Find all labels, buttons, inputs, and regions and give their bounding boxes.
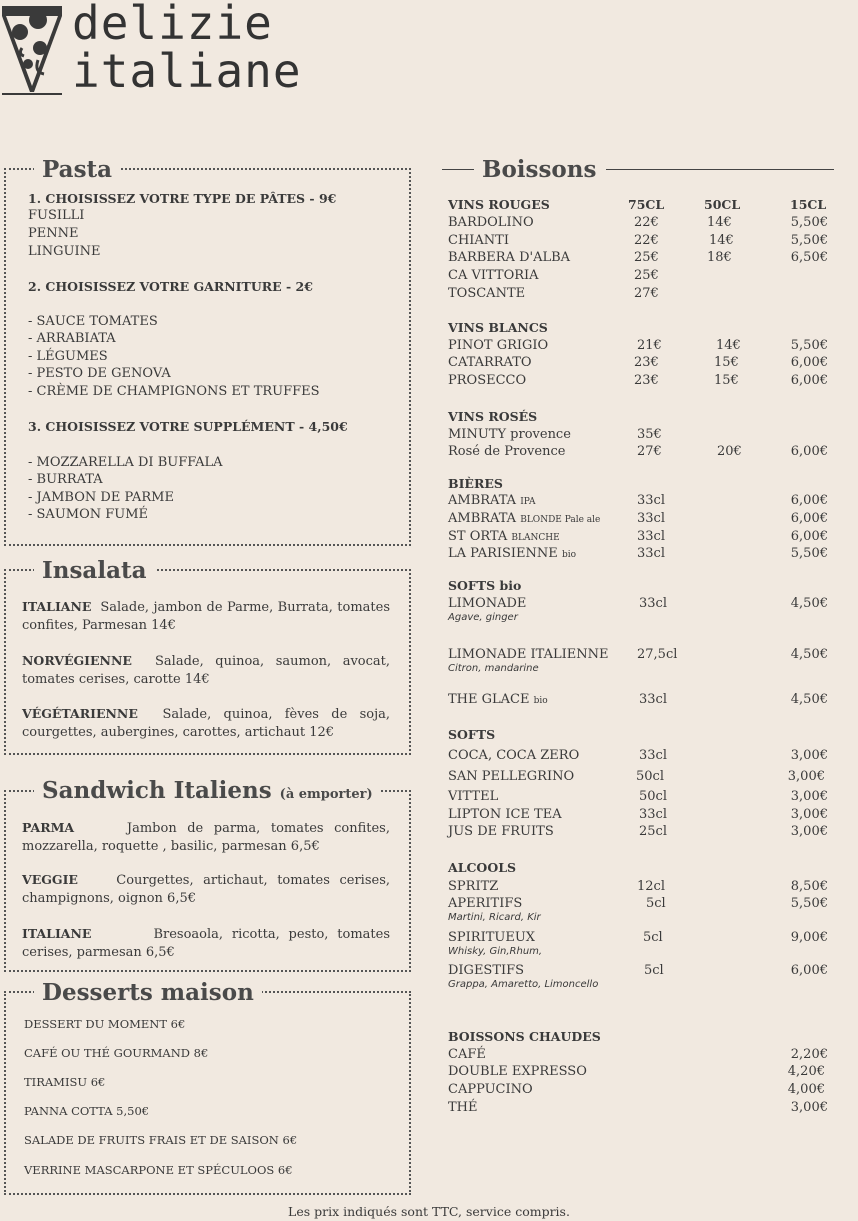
soft-volume: 33cl bbox=[639, 807, 667, 822]
wine-75cl: 25€ bbox=[634, 250, 659, 265]
soft-price: 3,00€ bbox=[790, 748, 828, 763]
beer-name bbox=[448, 546, 576, 561]
alcool-name: APERITIFS bbox=[448, 896, 523, 911]
sandwich-item bbox=[22, 925, 390, 961]
wine-75cl: 35€ bbox=[637, 427, 662, 442]
boissons-title: Boissons bbox=[474, 156, 604, 184]
alcool-name: DIGESTIFS bbox=[448, 963, 525, 978]
soft-volume: 33cl bbox=[639, 748, 667, 763]
alcool-price: 5,50€ bbox=[790, 896, 828, 911]
beer-label: ST ORTA bbox=[448, 529, 508, 544]
beer-volume: 33cl bbox=[637, 529, 665, 544]
sandwich-item bbox=[22, 819, 390, 855]
pasta-garniture: - LÉGUMES bbox=[28, 349, 108, 364]
soft-bio-price: 4,50€ bbox=[790, 692, 828, 707]
dessert-item: SALADE DE FRUITS FRAIS ET DE SAISON 6€ bbox=[24, 1133, 298, 1147]
soft-bio-name bbox=[448, 692, 548, 707]
alcool-price: 6,00€ bbox=[790, 963, 828, 978]
wine-75cl: 27€ bbox=[637, 444, 662, 459]
sandwich-title-text: Sandwich Italiens bbox=[42, 777, 272, 804]
beer-type: BLONDE Pale ale bbox=[520, 515, 601, 525]
desserts-title: Desserts maison bbox=[34, 979, 262, 1007]
chaude-name: DOUBLE EXPRESSO bbox=[448, 1064, 587, 1079]
pasta-type: FUSILLI bbox=[28, 208, 85, 223]
chaude-name: CAFÉ bbox=[448, 1047, 486, 1062]
softs-bio-heading: SOFTS bio bbox=[448, 578, 522, 593]
wine-50cl: 14€ bbox=[707, 215, 732, 230]
wine-75cl: 23€ bbox=[634, 373, 659, 388]
insalata-item bbox=[22, 652, 390, 688]
soft-volume: 50cl bbox=[639, 789, 667, 804]
logo-line-2: italiane bbox=[72, 44, 302, 98]
beer-label: AMBRATA bbox=[448, 511, 517, 526]
soft-price: 3,00€ bbox=[790, 824, 828, 839]
insalata-item-desc: Salade, quinoa, fèves de soja, courgettes, aubergines, carottes, artichaut 12€ bbox=[22, 707, 390, 740]
boissons-rule-left bbox=[442, 169, 476, 170]
soft-name: JUS DE FRUITS bbox=[448, 824, 554, 839]
insalata-item-desc: Salade, quinoa, saumon, avocat, tomates cerises, carotte 14€ bbox=[22, 654, 391, 687]
alcool-name: SPRITZ bbox=[448, 879, 499, 894]
alcools-heading: ALCOOLS bbox=[448, 860, 517, 875]
col-50cl: 50CL bbox=[704, 197, 741, 212]
wine-15cl: 5,50€ bbox=[790, 233, 828, 248]
soft-price: 3,00€ bbox=[790, 789, 828, 804]
pasta-supplement: - BURRATA bbox=[28, 472, 103, 487]
insalata-title: Insalata bbox=[34, 557, 155, 585]
wine-50cl: 15€ bbox=[714, 355, 739, 370]
dessert-item: PANNA COTTA 5,50€ bbox=[24, 1104, 150, 1118]
wine-15cl: 6,00€ bbox=[790, 355, 828, 370]
sandwich-item-name: VEGGIE bbox=[22, 872, 78, 887]
col-15cl: 15CL bbox=[790, 197, 827, 212]
alcool-price: 8,50€ bbox=[790, 879, 828, 894]
wine-15cl: 6,50€ bbox=[790, 250, 828, 265]
vins-blancs-heading: VINS BLANCS bbox=[448, 320, 548, 335]
sandwich-item-desc: Bresoaola, ricotta, pesto, tomates cerises, parmesan 6,5€ bbox=[22, 927, 390, 960]
logo bbox=[0, 0, 302, 100]
wine-name: Rosé de Provence bbox=[448, 444, 566, 459]
chaude-price: 2,20€ bbox=[790, 1047, 828, 1062]
beer-label: LA PARISIENNE bbox=[448, 546, 558, 561]
beer-price: 6,00€ bbox=[790, 493, 828, 508]
alcool-volume: 5cl bbox=[644, 963, 664, 978]
chaude-price: 4,00€ bbox=[787, 1082, 825, 1097]
pasta-garniture: - CRÈME DE CHAMPIGNONS ET TRUFFES bbox=[28, 384, 320, 399]
alcool-price: 9,00€ bbox=[790, 930, 828, 945]
alcool-volume: 5cl bbox=[646, 896, 666, 911]
wine-50cl: 14€ bbox=[709, 233, 734, 248]
chaude-name: THÉ bbox=[448, 1100, 478, 1115]
pasta-supplement: - MOZZARELLA DI BUFFALA bbox=[28, 455, 223, 470]
beer-price: 6,00€ bbox=[790, 511, 828, 526]
wine-75cl: 23€ bbox=[634, 355, 659, 370]
soft-bio-volume: 33cl bbox=[639, 596, 667, 611]
wine-50cl: 18€ bbox=[707, 250, 732, 265]
sandwich-item-desc: Courgettes, artichaut, tomates cerises, champignons, oignon 6,5€ bbox=[22, 873, 390, 906]
pasta-type: PENNE bbox=[28, 226, 79, 241]
pasta-step-2: 2. CHOISISSEZ VOTRE GARNITURE - 2€ bbox=[28, 279, 313, 294]
insalata-item-desc: Salade, jambon de Parme, Burrata, tomates confites, Parmesan 14€ bbox=[22, 600, 391, 633]
pasta-type: LINGUINE bbox=[28, 244, 101, 259]
pasta-garniture: - PESTO DE GENOVA bbox=[28, 366, 171, 381]
beer-name bbox=[448, 529, 560, 544]
beer-volume: 33cl bbox=[637, 546, 665, 561]
wine-50cl: 14€ bbox=[716, 338, 741, 353]
vins-rouges-heading: VINS ROUGES bbox=[448, 197, 550, 212]
wine-name: BARDOLINO bbox=[448, 215, 534, 230]
soft-bio-price: 4,50€ bbox=[790, 596, 828, 611]
wine-15cl: 6,00€ bbox=[790, 444, 828, 459]
chaude-price: 3,00€ bbox=[790, 1100, 828, 1115]
pasta-supplement: - SAUMON FUMÉ bbox=[28, 507, 149, 522]
soft-bio-volume: 27,5cl bbox=[637, 647, 678, 662]
soft-name: COCA, COCA ZERO bbox=[448, 748, 580, 763]
dessert-item: VERRINE MASCARPONE ET SPÉCULOOS 6€ bbox=[24, 1163, 293, 1177]
sandwich-item-desc: Jambon de parma, tomates confites, mozzarella, roquette , basilic, parmesan 6,5€ bbox=[22, 821, 390, 854]
wine-75cl: 27€ bbox=[634, 286, 659, 301]
beer-price: 6,00€ bbox=[790, 529, 828, 544]
dessert-item: TIRAMISU 6€ bbox=[24, 1075, 106, 1089]
wine-name: TOSCANTE bbox=[448, 286, 526, 301]
beer-volume: 33cl bbox=[637, 493, 665, 508]
soft-bio-price: 4,50€ bbox=[790, 647, 828, 662]
wine-name: BARBERA D'ALBA bbox=[448, 250, 571, 265]
beer-label: AMBRATA bbox=[448, 493, 517, 508]
wine-75cl: 25€ bbox=[634, 268, 659, 283]
soft-bio-label: THE GLACE bbox=[448, 692, 530, 707]
soft-name: VITTEL bbox=[448, 789, 499, 804]
wine-15cl: 6,00€ bbox=[790, 373, 828, 388]
beer-type: bio bbox=[561, 550, 576, 560]
insalata-item bbox=[22, 598, 390, 634]
wine-50cl: 20€ bbox=[717, 444, 742, 459]
dessert-item: CAFÉ OU THÉ GOURMAND 8€ bbox=[24, 1046, 209, 1060]
soft-bio-name: LIMONADE bbox=[448, 596, 527, 611]
col-75cl: 75CL bbox=[628, 197, 665, 212]
wine-name: MINUTY provence bbox=[448, 427, 571, 442]
soft-price: 3,00€ bbox=[787, 769, 825, 784]
wine-name: PROSECCO bbox=[448, 373, 527, 388]
pasta-garniture: - SAUCE TOMATES bbox=[28, 314, 158, 329]
beer-name bbox=[448, 511, 600, 526]
wine-15cl: 5,50€ bbox=[790, 215, 828, 230]
chaudes-heading: BOISSONS CHAUDES bbox=[448, 1029, 601, 1044]
insalata-item bbox=[22, 705, 390, 741]
soft-bio-sub: Citron, mandarine bbox=[448, 663, 539, 674]
sandwich-item bbox=[22, 871, 390, 907]
soft-name: LIPTON ICE TEA bbox=[448, 807, 562, 822]
sandwich-item-name: ITALIANE bbox=[22, 926, 92, 941]
alcool-volume: 5cl bbox=[643, 930, 663, 945]
soft-price: 3,00€ bbox=[790, 807, 828, 822]
vins-roses-heading: VINS ROSÉS bbox=[448, 409, 538, 424]
alcool-sub: Grappa, Amaretto, Limoncello bbox=[448, 979, 599, 990]
wine-15cl: 5,50€ bbox=[790, 338, 828, 353]
insalata-item-name: VÉGÉTARIENNE bbox=[22, 706, 138, 721]
beer-type: BLANCHE bbox=[511, 533, 560, 543]
soft-bio-sub: Agave, ginger bbox=[448, 612, 518, 623]
beer-volume: 33cl bbox=[637, 511, 665, 526]
soft-bio-tag: bio bbox=[533, 696, 548, 706]
wine-name: CHIANTI bbox=[448, 233, 509, 248]
footer-note: Les prix indiqués sont TTC, service compris. bbox=[288, 1204, 570, 1219]
alcool-name: SPIRITUEUX bbox=[448, 930, 536, 945]
soft-bio-volume: 33cl bbox=[639, 692, 667, 707]
alcool-sub: Whisky, Gin,Rhum, bbox=[448, 946, 543, 957]
alcool-sub: Martini, Ricard, Kir bbox=[448, 912, 541, 923]
pasta-title: Pasta bbox=[34, 156, 120, 184]
logo-line-1: delizie bbox=[72, 0, 273, 50]
bieres-heading: BIÈRES bbox=[448, 476, 503, 491]
soft-bio-name: LIMONADE ITALIENNE bbox=[448, 647, 609, 662]
chaude-name: CAPPUCINO bbox=[448, 1082, 533, 1097]
wine-name: CATARRATO bbox=[448, 355, 532, 370]
soft-name: SAN PELLEGRINO bbox=[448, 769, 575, 784]
sandwich-subtitle: (à emporter) bbox=[279, 787, 373, 802]
pasta-step-3: 3. CHOISISSEZ VOTRE SUPPLÉMENT - 4,50€ bbox=[28, 419, 348, 434]
pasta-garniture: - ARRABIATA bbox=[28, 331, 116, 346]
softs-heading: SOFTS bbox=[448, 727, 496, 742]
dessert-item: DESSERT DU MOMENT 6€ bbox=[24, 1017, 186, 1031]
alcool-volume: 12cl bbox=[637, 879, 665, 894]
boissons-rule-right bbox=[606, 169, 834, 170]
beer-type: IPA bbox=[520, 497, 536, 507]
soft-volume: 25cl bbox=[639, 824, 667, 839]
pasta-step-1: 1. CHOISISSEZ VOTRE TYPE DE PÂTES - 9€ bbox=[28, 191, 337, 206]
wine-75cl: 21€ bbox=[637, 338, 662, 353]
soft-volume: 50cl bbox=[636, 769, 664, 784]
sandwich-item-name: PARMA bbox=[22, 820, 75, 835]
beer-name bbox=[448, 493, 536, 508]
insalata-item-name: NORVÉGIENNE bbox=[22, 653, 132, 668]
wine-50cl: 15€ bbox=[714, 373, 739, 388]
wine-75cl: 22€ bbox=[634, 233, 659, 248]
pasta-supplement: - JAMBON DE PARME bbox=[28, 490, 174, 505]
pizza-slice-icon bbox=[0, 2, 64, 96]
beer-price: 5,50€ bbox=[790, 546, 828, 561]
sandwich-title bbox=[34, 777, 381, 809]
wine-name: PINOT GRIGIO bbox=[448, 338, 549, 353]
chaude-price: 4,20€ bbox=[787, 1064, 825, 1079]
wine-75cl: 22€ bbox=[634, 215, 659, 230]
insalata-item-name: ITALIANE bbox=[22, 599, 92, 614]
wine-name: CA VITTORIA bbox=[448, 268, 539, 283]
